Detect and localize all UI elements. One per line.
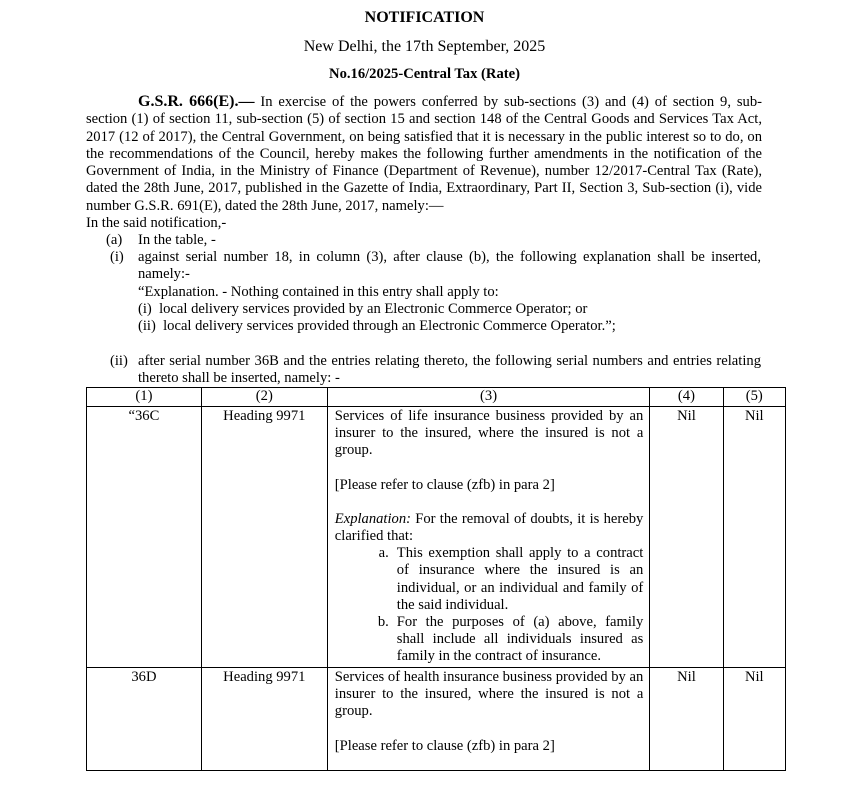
refer-note: [Please refer to clause (zfb) in para 2]: [334, 737, 555, 754]
table-row: [87, 668, 786, 771]
table-row: [87, 407, 786, 668]
explanation-heading: “Explanation. - Nothing contained in this entry shall apply to:: [138, 284, 499, 300]
notification-number: No.16/2025-Central Tax (Rate): [329, 66, 520, 82]
preamble-paragraph: [86, 93, 762, 215]
description-cell: [327, 407, 650, 668]
header-col-1: (1): [87, 388, 202, 407]
date-line: New Delhi, the 17th September, 2025: [303, 38, 546, 55]
col4-value: Nil: [650, 407, 723, 668]
heading-cell: Heading 9971: [201, 668, 327, 771]
clause-a-label: (a): [106, 232, 123, 248]
col5-value: Nil: [723, 668, 785, 771]
col5-value: Nil: [723, 407, 785, 668]
serial-number: 36D: [87, 668, 202, 771]
header-col-3: (3): [327, 388, 650, 407]
list-item-text: For the purposes of (a) above, family shall include all individuals insured as family in the contract of insurance.: [396, 614, 644, 665]
clause-i-text: against serial number 18, in column (3), after clause (b), the following explanation shall be inserted, namely:-: [138, 249, 761, 283]
explanation-paragraph: [335, 511, 644, 545]
description-text: Services of life insurance business provided by an insurer to the insured, where the insured is not a group.: [334, 408, 644, 459]
clause-i-label: (i): [110, 249, 124, 265]
serial-number: “36C: [87, 407, 202, 668]
notification-title: NOTIFICATION: [364, 9, 485, 26]
heading-cell: Heading 9971: [201, 407, 327, 668]
description-cell: [327, 668, 650, 771]
explanation-item-i: (i) local delivery services provided by an Electronic Commerce Operator; or: [138, 301, 588, 317]
list-item: [335, 614, 644, 666]
clause-ii-text: after serial number 36B and the entries relating thereto, the following serial numbers and entries relating thereto shall be inserted, namely: -: [138, 353, 761, 387]
clause-ii-label: (ii): [110, 353, 128, 369]
col4-value: Nil: [650, 668, 723, 771]
list-item-text: This exemption shall apply to a contract of insurance where the insured is an individual, or an individual and family of the said individual.: [396, 545, 644, 613]
gsr-number: G.S.R. 666(E).—: [138, 93, 255, 110]
in-said-notification: In the said notification,-: [86, 215, 227, 231]
explanation-item-ii: (ii) local delivery services provided through an Electronic Commerce Operator.”;: [138, 318, 616, 334]
clause-a-text: In the table, -: [138, 232, 216, 248]
amendment-table: [86, 387, 786, 771]
list-item-label: a.: [378, 545, 389, 562]
explanation-label: Explanation:: [334, 510, 411, 527]
table-header-row: [87, 388, 786, 407]
list-item: [335, 545, 644, 614]
description-text: Services of health insurance business provided by an insurer to the insured, where the insured is not a group.: [334, 669, 644, 720]
list-item-label: b.: [377, 614, 389, 631]
header-col-5: (5): [723, 388, 785, 407]
header-col-4: (4): [650, 388, 723, 407]
header-col-2: (2): [201, 388, 327, 407]
refer-note: [Please refer to clause (zfb) in para 2]: [334, 476, 555, 493]
preamble-text: In exercise of the powers conferred by sub-sections (3) and (4) of section 9, sub-section (1) of section 11, sub-section (5) of section 15 and section 148 of the Central Goods and Services Tax Act, 2017 (12 of 2017), the Central Government, on being satisfied that it is necessary in the public interest so to do, on the recommendations of the Council, hereby makes the following further amendments in the notification of the Government of India, in the Ministry of Finance (Department of Revenue), number 12/2017-Central Tax (Rate), dated the 28th June, 2017, published in the Gazette of India, Extraordinary, Part II, Section 3, Sub-section (i), vide number G.S.R. 691(E), dated the 28th June, 2017, namely:—: [86, 94, 762, 214]
explanation-text: For the removal of doubts, it is hereby clarified that:: [334, 510, 644, 545]
